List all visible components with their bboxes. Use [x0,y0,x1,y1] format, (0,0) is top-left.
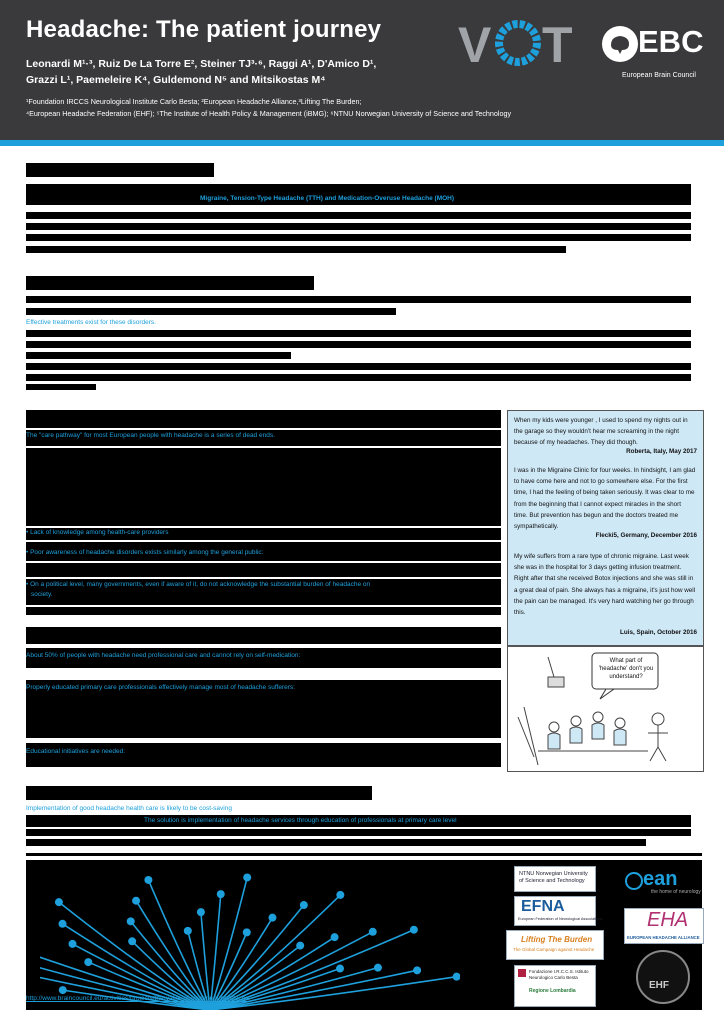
branch-node [268,914,276,922]
quote-text: When my kids were younger , I used to spend my nights out in the garage so they wouldn't hear me screaming in the night because of my headaches. They did though. [514,417,688,447]
redacted-text [26,234,691,241]
efna-logo: EFNA European Federation of Neurological Associations [514,896,596,926]
redacted-text [26,374,691,381]
ntnu-logo: NTNU Norwegian University of Science and Technology [514,866,596,892]
redacted-text [26,448,501,526]
svg-text:T: T [542,18,573,68]
highlight-political-cont: society. [31,591,53,598]
branch-node [336,965,344,973]
redacted-text [26,308,396,315]
cartoon-speech-bubble: What part of 'headache' don't you understand? [598,658,654,680]
poster-title: Headache: The patient journey [26,16,382,43]
ean-logo: ean the home of neurology [620,866,702,898]
branch-node [132,897,140,905]
branch-node [243,873,251,881]
author-list [26,56,406,88]
section-heading-redacted [26,410,501,428]
project-link[interactable]: http://www.braincouncil.eu/activities/projects/the-value-of-treatment/headache [26,995,249,1002]
highlight-poor-awareness: • Poor awareness of headache disorders exists similarly among the general public: [26,549,264,556]
affiliations-line-1: ¹Foundation IRCCS Neurological Institute Carlo Besta; ²European Headache Alliance,³Lifting The Burden; [26,97,362,106]
branch-node [300,901,308,909]
redacted-text [26,563,501,577]
ehf-logo: EHF [636,950,690,1004]
lifting-the-burden-logo: Lifting The Burden The Global Campaign against Headache [506,930,604,960]
authors-line-1: Leonardi M¹·³, Ruiz De La Torre E², Steiner TJ³·⁶, Raggi A¹, D'Amico D¹, [26,58,377,70]
redacted-text [26,352,291,359]
ean-circle-icon [625,872,643,890]
besta-square-icon [518,969,526,977]
highlight-care-pathway: The "care pathway" for most European people with headache is a series of dead ends. [26,432,275,439]
branch-node [243,928,251,936]
authors-line-2: Grazzi L¹, Paemeleire K⁴, Guldemond N⁵ and Mitsikostas M⁴ [26,74,326,86]
branch-node [369,928,377,936]
branch-node [84,958,92,966]
section-heading-redacted [26,276,314,290]
highlight-lack-knowledge: • Lack of knowledge among health-care providers [26,529,169,536]
redacted-text [26,341,691,348]
quote-text: I was in the Migraine Clinic for four weeks. In hindsight, I am glad to have come here and not to go somewhere else. For the first time, I had the feeling of being taken seriously. It was clear to me from the beginning that I cannot expect miracles in the short time. But prevention has begun and the doctors treated me sympathetically. [514,467,696,531]
divider [26,853,702,856]
brain-icon [602,26,638,62]
branch-node [128,937,136,945]
redacted-text [26,330,691,337]
section-heading-redacted [26,786,372,800]
ebc-subtitle: European Brain Council [622,72,696,79]
highlight-disorders: Migraine, Tension-Type Headache (TTH) and Medication-Overuse Headache (MOH) [200,195,455,202]
ebc-logo [602,24,706,84]
branch-node [336,891,344,899]
branch-line [210,895,340,1010]
redacted-text [26,829,691,836]
quote-author: Roberta, Italy, May 2017 [626,448,697,455]
vot-logo [458,18,578,68]
svg-text:V: V [458,18,492,68]
highlight-political: • On a political level, many governments, even if aware of it, do not acknowledge the substantial burden of headache on [26,581,371,588]
redacted-text [26,363,691,370]
quote-author: Flecki5, Germany, December 2016 [595,532,697,539]
branch-node [55,898,63,906]
besta-lombardia-logo: Fondazione I.R.C.C.S. Istituto Neurologico Carlo Besta Regione Lombardia [514,965,596,1007]
branch-node [410,926,418,934]
branch-node [453,973,460,981]
branch-node [144,876,152,884]
section-heading-redacted [26,627,501,644]
redacted-text [26,839,646,846]
branch-line [59,902,210,1010]
redacted-text [26,246,566,253]
redacted-text [26,184,691,193]
highlight-effective: Effective treatments exist for these disorders. [26,319,156,326]
branch-node [296,942,304,950]
branch-node [413,966,421,974]
neuron-tree-graphic [40,860,460,1010]
branch-node [59,986,67,994]
poster-header [0,0,724,140]
affiliations-line-2: ⁴European Headache Federation (EHF); ⁵The Institute of Health Policy & Management (iBMG); ⁶NTNU Norwegian University of Science and Technology [26,109,512,118]
branch-node [197,908,205,916]
quote-author: Luis, Spain, October 2016 [620,629,697,636]
section-heading-redacted [26,163,214,177]
branch-node [127,917,135,925]
redacted-text [26,223,691,230]
quote-text: My wife suffers from a rare type of chronic migraine. Last week she was in the hospital for 3 days getting infusion treatment. Right after that she received Botox injections and she was still in a great deal of pain. She always has a migraine, it's just how well the pain can be managed. It's very hard watching her go through this. [514,553,696,617]
redacted-text [26,384,96,390]
header-accent-stripe [0,140,724,146]
eha-logo: EHA EUROPEAN HEADACHE ALLIANCE [624,908,704,944]
cartoon-illustration [507,646,704,772]
branch-node [374,964,382,972]
branch-node [59,920,67,928]
highlight-solution: The solution is implementation of headache services through education of professionals at primary care level [144,817,457,824]
ebc-wordmark: EBC [638,24,704,59]
branch-node [217,890,225,898]
highlight-primary-care: Properly educated primary care professionals effectively manage most of headache sufferers: [26,684,295,691]
highlight-cost-saving: Implementation of good headache health care is likely to be cost-saving [26,805,232,812]
branch-node [184,927,192,935]
redacted-text [26,212,691,219]
highlight-educational: Educational initiatives are needed: [26,748,126,755]
redacted-text [26,743,501,767]
redacted-text [26,607,501,615]
highlight-about-50: About 50% of people with headache need professional care and cannot rely on self-medication: [26,652,301,659]
patient-quotes-box [507,410,704,646]
redacted-text [26,296,691,303]
branch-node [68,940,76,948]
branch-node [331,933,339,941]
